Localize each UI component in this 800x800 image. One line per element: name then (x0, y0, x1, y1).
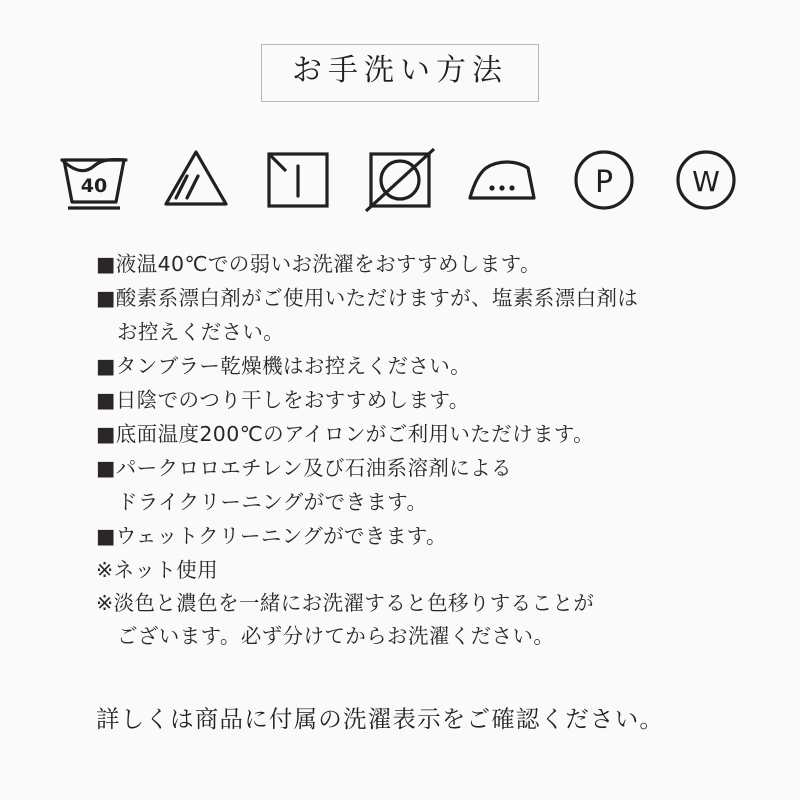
do-not-tumble-dry-symbol (362, 140, 438, 216)
care-note-item: ■酸素系漂白剤がご使用いただけますが、塩素系漂白剤は (96, 286, 639, 311)
dry-clean-petroleum-p-symbol (566, 140, 642, 216)
svg-text:W: W (692, 165, 720, 198)
care-note-item: ■日陰でのつり干しをおすすめします。 (96, 387, 470, 412)
oxygen-bleach-only-symbol (158, 140, 234, 216)
care-note-item: ■液温40℃での弱いお洗濯をおすすめします。 (96, 252, 541, 276)
care-notes-list (96, 248, 736, 653)
care-remark-continuation: ございます。必ず分けてからお洗濯ください。 (117, 624, 555, 649)
care-note-item: ■ウェットクリーニングができます。 (96, 523, 447, 548)
wet-clean-w-symbol (668, 140, 744, 216)
svg-text:P: P (594, 165, 614, 200)
care-note-item: ■パークロロエチレン及び石油系溶剤による (96, 456, 512, 481)
machine-wash-40-weak-symbol (56, 140, 132, 216)
line-dry-in-shade-symbol (260, 140, 336, 216)
care-symbols-row (0, 140, 800, 216)
page-title-container (0, 44, 800, 102)
care-remark-item: ※淡色と濃色を一緒にお洗濯すると色移りすることが (96, 591, 595, 616)
care-note-continuation: お控えください。 (117, 320, 285, 345)
care-note-item: ■タンブラー乾燥機はお控えください。 (96, 353, 472, 378)
page-title: お手洗い方法 (292, 53, 508, 88)
care-remark-item: ※ネット使用 (96, 557, 219, 582)
care-footer-note: 詳しくは商品に付属の洗濯表示をご確認ください。 (96, 705, 665, 733)
page-title-frame (261, 44, 539, 102)
svg-text:40: 40 (80, 175, 108, 197)
iron-low-200c-symbol (464, 140, 540, 216)
care-note-item: ■底面温度200℃のアイロンがご利用いただけます。 (96, 422, 595, 447)
care-note-continuation: ドライクリーニングができます。 (117, 490, 428, 515)
